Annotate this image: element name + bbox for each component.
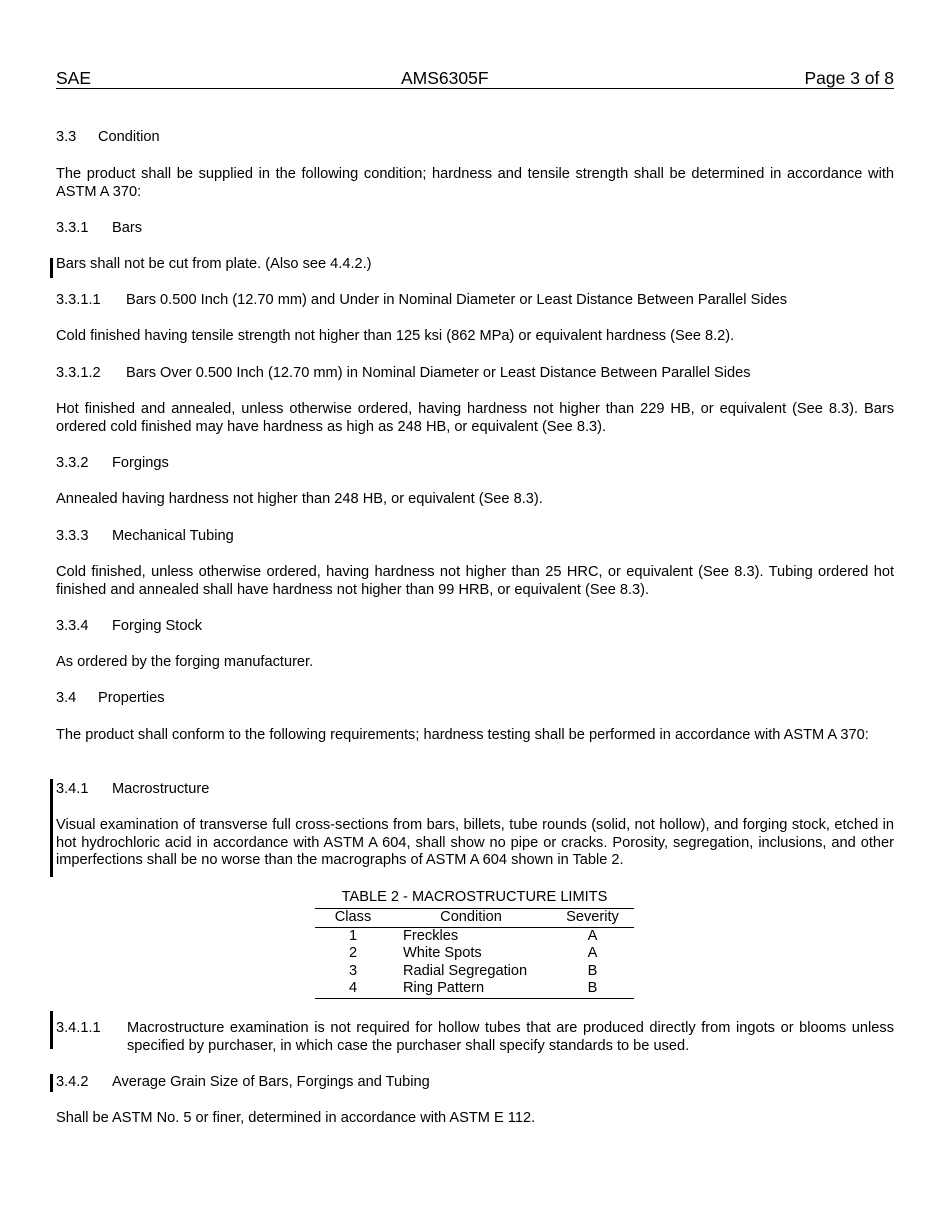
para-3-4: The product shall conform to the following requirements; hardness testing shall be performed in accordance with ASTM A 370: <box>56 727 869 743</box>
cell-condition: Freckles <box>391 927 551 945</box>
para-3-3-3: Cold finished, unless otherwise ordered, having hardness not higher than 25 HRC, or equivalent (See 8.3). Tubing ordered hot finished and annealed shall have hardness not higher than 99 HRB, or equivalent (See 8.3). <box>56 564 894 598</box>
para-3-3-1-2: Hot finished and annealed, unless otherwise ordered, having hardness not higher than 229 HB, or equivalent (See 8.3). Bars ordered cold finished may have hardness as high as 248 HB, or equivalent (See 8.3). <box>56 401 894 435</box>
heading-3-3-1-1: 3.3.1.1 Bars 0.500 Inch (12.70 mm) and Under in Nominal Diameter or Least Distance Between Parallel Sides <box>56 292 788 308</box>
revision-bar <box>50 1074 53 1092</box>
para-3-3: The product shall be supplied in the following condition; hardness and tensile strength shall be determined in accordance with ASTM A 370: <box>56 166 894 200</box>
column-header-class: Class <box>315 909 391 928</box>
cell-class: 4 <box>315 980 391 998</box>
revision-bar <box>50 779 53 877</box>
cell-class: 3 <box>348 962 358 979</box>
heading-3-3: 3.3 Condition <box>56 129 160 145</box>
revision-bar <box>50 1011 53 1049</box>
table-row <box>315 980 634 998</box>
cell-class: 2 <box>348 945 358 962</box>
cell-severity: B <box>551 980 634 998</box>
cell-severity: A <box>587 945 598 962</box>
table-row <box>315 963 634 981</box>
para-3-3-1-1: Cold finished having tensile strength not higher than 125 ksi (862 MPa) or equivalent hardness (See 8.2). <box>56 328 735 344</box>
table-caption: TABLE 2 - MACROSTRUCTURE LIMITS <box>341 889 608 905</box>
heading-3-3-4: 3.3.4 Forging Stock <box>56 618 203 634</box>
table-row <box>315 927 634 945</box>
heading-3-3-3: 3.3.3 Mechanical Tubing <box>56 528 234 544</box>
page-header <box>56 68 894 89</box>
para-3-3-1: Bars shall not be cut from plate. (Also see 4.4.2.) <box>56 256 372 272</box>
header-doc-number: AMS6305F <box>401 68 489 88</box>
header-org: SAE <box>56 68 92 88</box>
heading-3-3-1: 3.3.1 Bars <box>56 220 143 236</box>
revision-bar <box>50 258 53 278</box>
cell-condition: Radial Segregation <box>403 962 528 979</box>
cell-severity: A <box>551 927 634 945</box>
column-header-severity: Severity <box>551 909 634 928</box>
para-3-3-4: As ordered by the forging manufacturer. <box>56 654 314 670</box>
para-3-3-2: Annealed having hardness not higher than 248 HB, or equivalent (See 8.3). <box>56 491 543 507</box>
cell-condition: Ring Pattern <box>391 980 551 998</box>
heading-3-3-1-2: 3.3.1.2 Bars Over 0.500 Inch (12.70 mm) in Nominal Diameter or Least Distance Between Parallel Sides <box>56 365 751 381</box>
heading-3-4: 3.4 Properties <box>56 690 165 706</box>
macrostructure-table <box>315 908 634 999</box>
para-3-4-1-1: 3.4.1.1 Macrostructure examination is not required for hollow tubes that are produced directly from ingots or blooms unless specified by purchaser, in which case the purchaser shall specify standards to be used. <box>56 1020 894 1054</box>
heading-3-3-2: 3.3.2 Forgings <box>56 455 169 471</box>
para-3-4-2: Shall be ASTM No. 5 or finer, determined in accordance with ASTM E 112. <box>56 1110 536 1126</box>
column-header-condition: Condition <box>391 909 551 928</box>
cell-severity: B <box>587 962 598 979</box>
table-row <box>315 945 634 963</box>
table-header-row <box>315 909 634 928</box>
header-page-number: Page 3 of 8 <box>804 68 894 88</box>
cell-condition: White Spots <box>403 945 482 962</box>
cell-class: 1 <box>315 927 391 945</box>
heading-3-4-2: 3.4.2 Average Grain Size of Bars, Forgings and Tubing <box>56 1074 430 1090</box>
para-3-4-1: Visual examination of transverse full cross-sections from bars, billets, tube rounds (solid, not hollow), and forging stock, etched in hot hydrochloric acid in accordance with ASTM A 604, shall show no pipe or cracks. Porosity, segregation, inclusions, and other imperfections shall be no worse than the macrographs of ASTM A 604 shown in Table 2. <box>56 817 894 869</box>
heading-3-4-1: 3.4.1 Macrostructure <box>56 781 210 797</box>
